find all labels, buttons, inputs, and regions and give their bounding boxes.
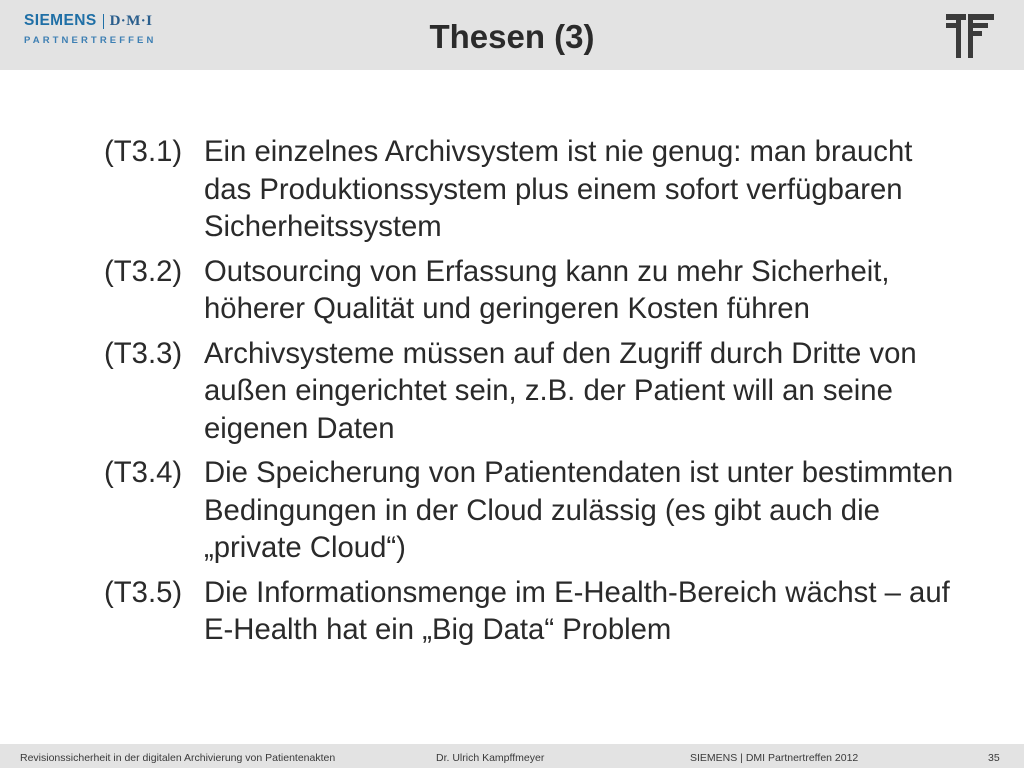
footer-event: SIEMENS | DMI Partnertreffen 2012	[690, 752, 859, 764]
thesis-item	[104, 335, 964, 448]
logo-tagline: PARTNERTREFFEN	[24, 35, 157, 46]
slide-footer	[0, 744, 1024, 768]
thesis-item	[104, 133, 964, 246]
thesis-item	[104, 454, 964, 567]
footer-presentation-title: Revisionssicherheit in der digitalen Archivierung von Patientenakten	[20, 752, 336, 764]
thesis-text: Archivsysteme müssen auf den Zugriff durch Dritte von außen eingerichtet sein, z.B. der Patient will an seine eigenen Daten	[204, 336, 917, 445]
theses-list	[104, 133, 964, 656]
thesis-id: (T3.2)	[104, 254, 183, 288]
thesis-item	[104, 574, 964, 649]
logo-partner: D·M·I	[109, 12, 153, 29]
thesis-id: (T3.4)	[104, 456, 183, 489]
logo-brand: SIEMENS	[24, 12, 97, 29]
thesis-text: Ein einzelnes Archivsystem ist nie genug: man braucht das Produktionssystem plus einem sofort verfügbaren Sicherheitssystem	[204, 135, 913, 243]
thesis-id: (T3.3)	[104, 336, 183, 370]
thesis-text: Die Speicherung von Patientendaten ist unter bestimmten Bedingungen in der Cloud zulässig (es gibt auch die „private Cloud“)	[204, 456, 954, 564]
page-number: 35	[988, 752, 1000, 764]
thesis-id: (T3.1)	[104, 135, 183, 168]
thesis-text: Die Informationsmenge im E-Health-Bereich wächst – auf E-Health hat ein „Big Data“ Problem	[204, 575, 950, 646]
footer-author: Dr. Ulrich Kampffmeyer	[436, 752, 545, 764]
slide-header	[0, 0, 1024, 70]
thesis-text: Outsourcing von Erfassung kann zu mehr Sicherheit, höherer Qualität und geringeren Kosten führen	[204, 254, 890, 325]
slide-title: Thesen (3)	[429, 18, 595, 55]
thesis-id: (T3.5)	[104, 575, 183, 609]
thesis-item	[104, 253, 964, 328]
ff-monogram-icon	[946, 14, 994, 58]
